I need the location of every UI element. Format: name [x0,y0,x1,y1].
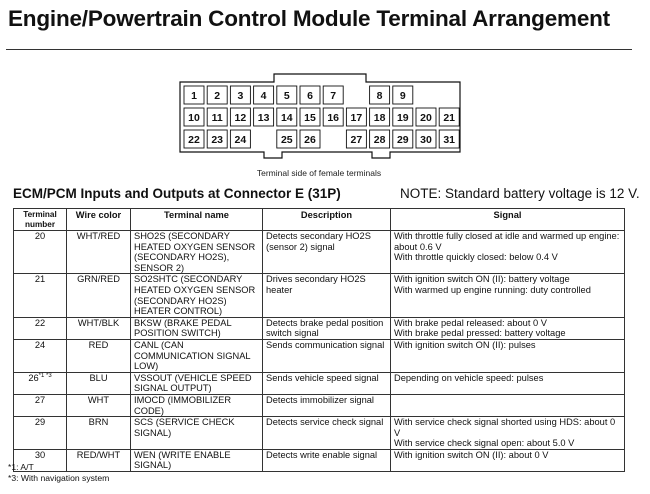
wire-color-cell [67,274,131,317]
footnote-reference: *1 *3 [38,372,52,379]
pin-label: 14 [280,112,293,124]
table-row [14,231,625,274]
terminal-number-cell [14,372,67,394]
terminal-number-cell-text: 30 [34,449,46,460]
pin-label: 19 [396,112,409,124]
terminal-number-cell-text: 24 [34,339,46,350]
footnote-3: *3: With navigation system [8,473,110,483]
signal-cell [391,317,625,339]
wire-color-cell-text: RED/WHT [76,449,121,460]
table-row [14,449,625,471]
voltage-note: NOTE: Standard battery voltage is 12 V. [400,186,640,201]
signal-cell [391,339,625,372]
pin-label: 15 [304,112,316,124]
terminal-name-cell-text: VSSOUT (VEHICLE SPEED SIGNAL OUTPUT) [134,372,252,394]
pin-label: 8 [376,90,383,102]
connector-diagram [170,57,470,177]
terminal-table [13,208,625,472]
terminal-number-cell [14,274,67,317]
terminal-name-cell-text: IMOCD (IMMOBILIZER CODE) [134,394,232,416]
table-header-row [14,209,625,231]
pin-label: 25 [280,134,293,146]
pin-label: 16 [327,112,340,124]
pin-label: 21 [443,112,456,124]
header-terminal-line2: number [24,219,56,229]
wire-color-cell-text: WHT/RED [76,231,121,241]
wire-color-cell [67,417,131,450]
pin-label: 9 [399,90,406,102]
wire-color-cell [67,394,131,416]
signal-cell-text: With brake pedal released: about 0 V With brake pedal pressed: battery voltage [394,317,566,339]
description-cell [263,231,391,274]
table-row [14,372,625,394]
signal-cell [391,449,625,471]
terminal-number-cell [14,231,67,274]
pin-label: 5 [283,90,290,102]
pin-label: 23 [211,134,224,146]
footnote-1: *1: A/T [8,462,34,472]
terminal-name-cell-text: SCS (SERVICE CHECK SIGNAL) [134,417,235,438]
signal-cell [391,417,625,450]
wire-color-cell-text: WHT/BLK [77,317,120,328]
terminal-name-cell [131,372,263,394]
wire-color-cell [67,231,131,274]
description-cell [263,339,391,372]
pin-label: 13 [257,112,270,124]
terminal-number-cell [14,317,67,339]
pin-label: 30 [420,134,432,146]
terminal-number-cell-text: 26 [28,372,39,383]
wire-color-cell [67,339,131,372]
wire-color-cell-text: BLU [89,372,108,383]
terminal-name-cell-text: WEN (WRITE ENABLE SIGNAL) [134,449,231,471]
signal-cell-text: With ignition switch ON (II): about 0 V [394,449,549,460]
signal-cell-text: With throttle fully closed at idle and warmed up engine: about 0.6 V With throttle quickly closed: below 0.4 V [394,231,620,263]
description-cell-text: Detects write enable signal [266,449,378,460]
signal-cell [391,231,625,274]
pin-label: 3 [237,90,244,102]
description-cell [263,417,391,450]
signal-cell-text: Depending on vehicle speed: pulses [394,372,544,383]
pin-label: 10 [188,112,200,124]
pin-label: 28 [373,134,386,146]
table-row [14,274,625,317]
pin-label: 26 [304,134,316,146]
wire-color-cell [67,317,131,339]
description-cell-text: Detects service check signal [266,417,384,428]
terminal-name-cell [131,339,263,372]
pin-label: 31 [443,134,456,146]
description-cell [263,394,391,416]
header-terminal-name: Terminal name [131,209,263,231]
terminal-name-cell-text: BKSW (BRAKE PEDAL POSITION SWITCH) [134,317,232,339]
wire-color-cell [67,372,131,394]
pin-label: 18 [373,112,386,124]
pin-label: 11 [211,112,223,124]
table-row [14,317,625,339]
terminal-number-cell [14,417,67,450]
terminal-name-cell [131,449,263,471]
pin-label: 29 [396,134,409,146]
section-title: ECM/PCM Inputs and Outputs at Connector E (31P) [13,186,341,201]
pin-label: 1 [191,90,197,102]
pin-label: 6 [307,90,313,102]
terminal-number-cell [14,394,67,416]
header-terminal-number [14,209,67,231]
terminal-number-cell-text: 29 [34,417,46,428]
wire-color-cell [67,449,131,471]
signal-cell-text: With ignition switch ON (II): pulses [394,339,536,350]
terminal-name-cell [131,417,263,450]
wire-color-cell-text: BRN [88,417,109,428]
header-terminal-line1: Terminal [23,210,57,219]
terminal-number-cell-text: 27 [34,394,46,405]
pin-label: 27 [350,134,363,146]
terminal-name-cell-text: SHO2S (SECONDARY HEATED OXYGEN SENSOR (SECONDARY HO2S), SENSOR 2) [134,231,256,273]
header-description: Description [263,209,391,231]
signal-cell-text: With ignition switch ON (II): battery voltage With warmed up engine running: duty controlled [394,274,591,295]
signal-cell [391,274,625,317]
description-cell [263,372,391,394]
header-signal: Signal [391,209,625,231]
terminal-name-cell [131,231,263,274]
terminal-name-cell-text: SO2SHTC (SECONDARY HEATED OXYGEN SENSOR (SECONDARY HO2S) HEATER CONTROL) [134,274,256,317]
pin-label: 20 [420,112,432,124]
table-row [14,394,625,416]
title-divider [6,49,632,50]
connector-caption: Terminal side of female terminals [256,168,382,178]
pin-label: 7 [330,90,337,102]
description-cell-text: Detects brake pedal position switch signal [266,317,384,339]
description-cell [263,449,391,471]
header-wire-color: Wire color [67,209,131,231]
signal-cell [391,394,625,416]
terminal-number-cell-text: 20 [34,231,46,241]
description-cell-text: Detects immobilizer signal [266,394,374,405]
pin-label: 12 [234,112,247,124]
description-cell [263,317,391,339]
terminal-number-cell-text: 22 [34,317,46,328]
description-cell-text: Detects secondary HO2S (sensor 2) signal [266,231,371,252]
wire-color-cell-text: RED [88,339,109,350]
table-row [14,417,625,450]
description-cell-text: Drives secondary HO2S heater [266,274,366,295]
terminal-number-cell-text: 21 [34,274,46,285]
terminal-name-cell [131,317,263,339]
pin-label: 22 [188,134,200,146]
pin-label: 2 [214,90,221,102]
signal-cell-text: With service check signal shorted using HDS: about 0 V With service check signal open: about 5.0 V [394,417,616,449]
pin-label: 24 [234,134,247,146]
description-cell-text: Sends vehicle speed signal [266,372,379,383]
description-cell-text: Sends communication signal [266,339,385,350]
terminal-name-cell [131,394,263,416]
pin-label: 17 [350,112,363,124]
wire-color-cell-text: GRN/RED [77,274,120,285]
table-row [14,339,625,372]
description-cell [263,274,391,317]
signal-cell [391,372,625,394]
page-title: Engine/Powertrain Control Module Terminal Arrangement [8,6,610,31]
terminal-number-cell [14,339,67,372]
wire-color-cell-text: WHT [87,394,110,405]
pin-label: 4 [260,90,267,102]
terminal-name-cell-text: CANL (CAN COMMUNICATION SIGNAL LOW) [134,339,251,372]
terminal-name-cell [131,274,263,317]
